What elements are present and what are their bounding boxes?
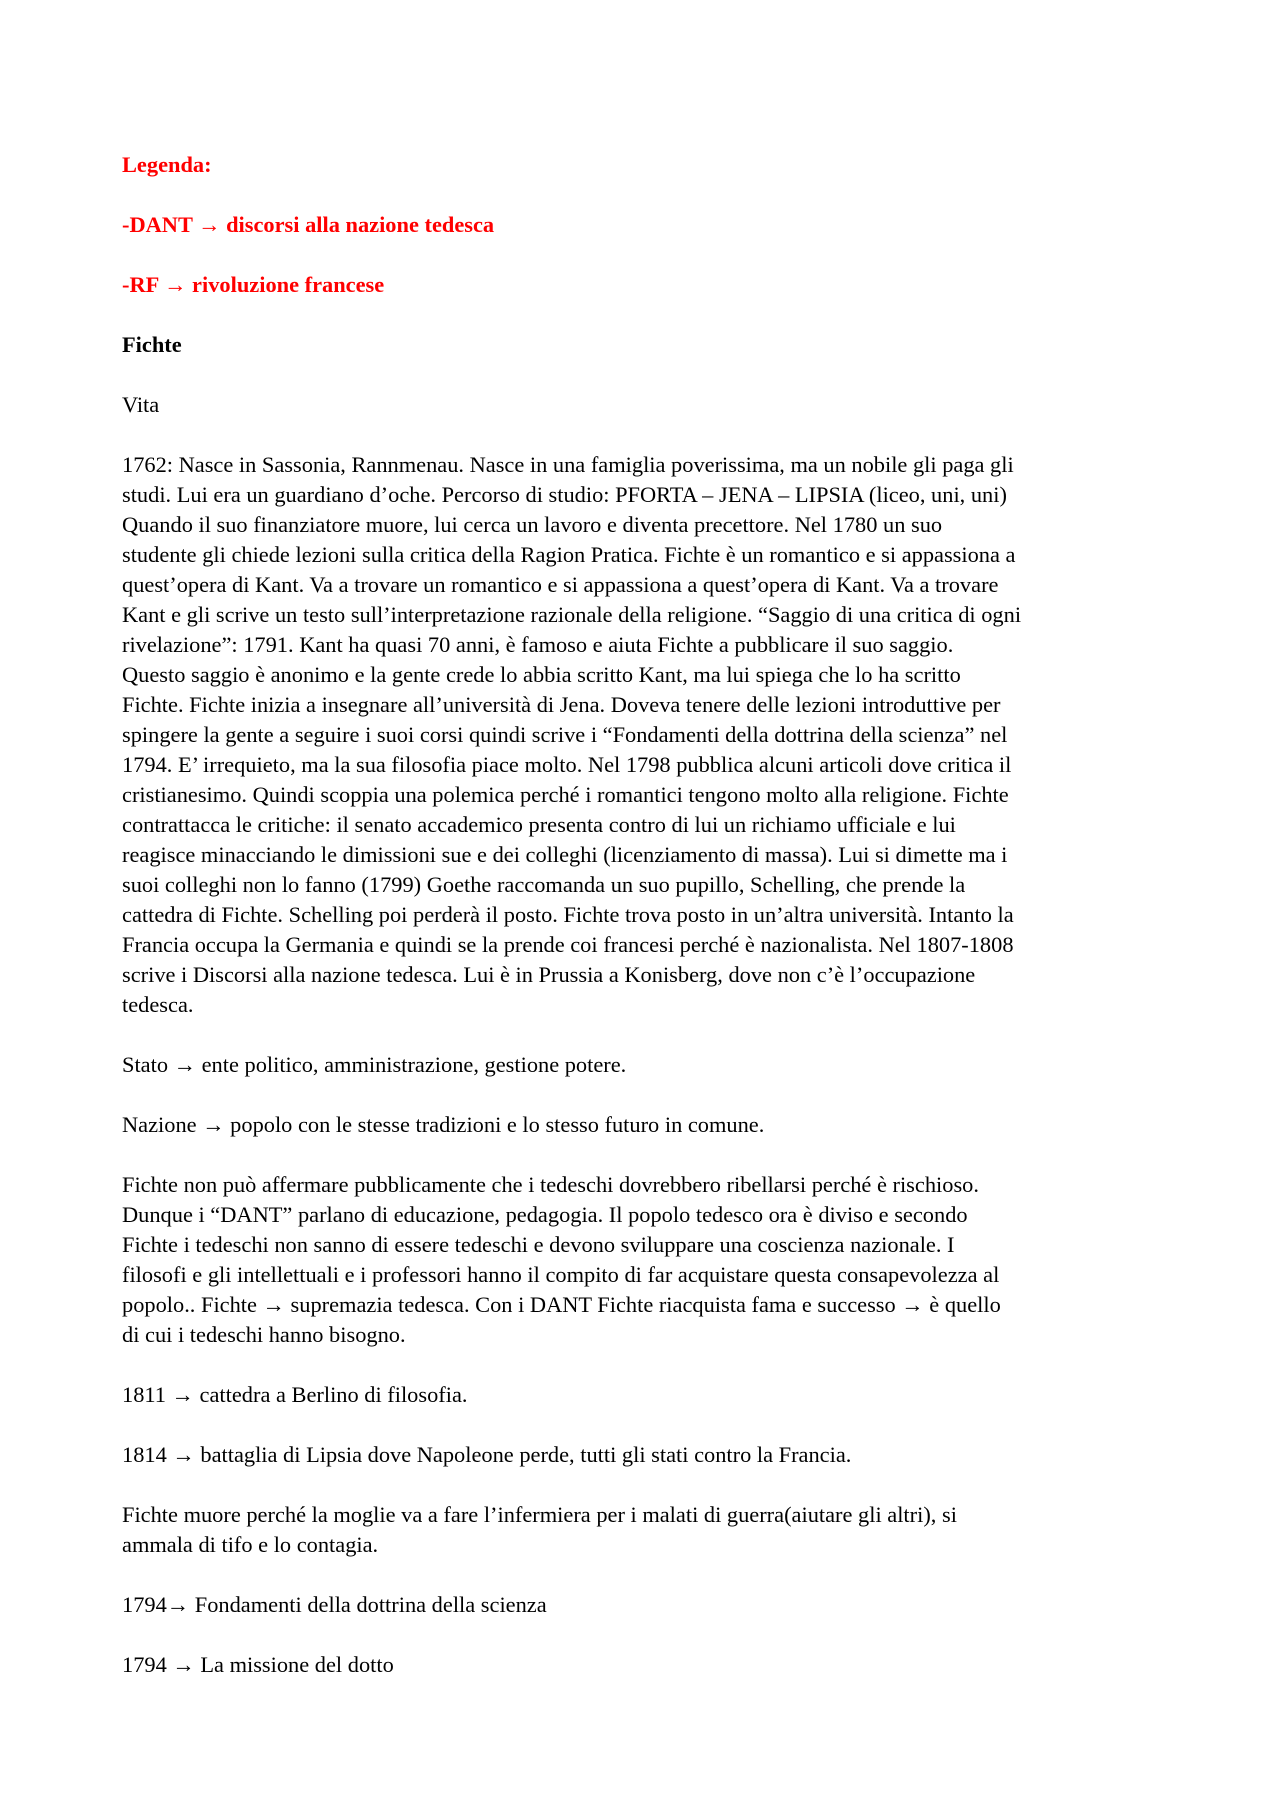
text-line: Fichte. Fichte inizia a insegnare all’università di Jena. Doveva tenere delle lezioni introduttive per (122, 692, 1001, 717)
definition-stato: Stato → ente politico, amministrazione, gestione potere. (122, 1052, 627, 1077)
text-line: Francia occupa la Germania e quindi se la prende coi francesi perché è nazionalista. Nel 1807-1808 (122, 932, 1014, 957)
text-line: quest’opera di Kant. Va a trovare un romantico e si appassiona a quest’opera di Kant. Va a trovare (122, 572, 999, 597)
dant-paragraph (122, 1170, 1182, 1350)
text-line: ammala di tifo e lo contagia. (122, 1532, 379, 1557)
text-line: studente gli chiede lezioni sulla critica della Ragion Pratica. Fichte è un romantico e si appassiona a (122, 542, 1016, 567)
legend-item-rf: -RF → rivoluzione francese (122, 272, 385, 297)
work-fondamenti: 1794→ Fondamenti della dottrina della scienza (122, 1592, 547, 1617)
text-line: tedesca. (122, 992, 194, 1017)
text-line: suoi colleghi non lo fanno (1799) Goethe raccomanda un suo pupillo, Schelling, che prende la (122, 872, 966, 897)
text-line: Fichte muore perché la moglie va a fare l’infermiera per i malati di guerra(aiutare gli altri), si (122, 1502, 957, 1527)
text-line: Quando il suo finanziatore muore, lui cerca un lavoro e diventa precettore. Nel 1780 un suo (122, 512, 943, 537)
death-paragraph (122, 1500, 1182, 1560)
definition-nazione: Nazione → popolo con le stesse tradizioni e lo stesso futuro in comune. (122, 1112, 765, 1137)
text-line: reagisce minacciando le dimissioni sue e dei colleghi (licenziamento di massa). Lui si dimette ma i (122, 842, 1008, 867)
text-line: studi. Lui era un guardiano d’oche. Percorso di studio: PFORTA – JENA – LIPSIA (liceo, uni, uni) (122, 482, 1007, 507)
text-line: 1794. E’ irrequieto, ma la sua filosofia piace molto. Nel 1798 pubblica alcuni articoli dove critica il (122, 752, 1012, 777)
text-line: Fichte i tedeschi non sanno di essere tedeschi e devono sviluppare una coscienza nazionale. I (122, 1232, 955, 1257)
section-heading: Fichte (122, 332, 182, 357)
text-line: 1762: Nasce in Sassonia, Rannmenau. Nasce in una famiglia poverissima, ma un nobile gli paga gli (122, 452, 1014, 477)
legend-title: Legenda: (122, 152, 212, 177)
text-line: contrattacca le critiche: il senato accademico presenta contro di lui un richiamo ufficiale e lui (122, 812, 956, 837)
work-missione: 1794 → La missione del dotto (122, 1652, 394, 1677)
event-1811: 1811 → cattedra a Berlino di filosofia. (122, 1382, 468, 1407)
legend-item-dant: -DANT → discorsi alla nazione tedesca (122, 212, 495, 237)
text-line: cattedra di Fichte. Schelling poi perderà il posto. Fichte trova posto in un’altra università. Intanto la (122, 902, 1014, 927)
text-line: scrive i Discorsi alla nazione tedesca. Lui è in Prussia a Konisberg, dove non c’è l’occupazione (122, 962, 976, 987)
text-line: di cui i tedeschi hanno bisogno. (122, 1322, 406, 1347)
text-line: popolo.. Fichte → supremazia tedesca. Con i DANT Fichte riacquista fama e successo → è quello (122, 1292, 1001, 1317)
text-line: Dunque i “DANT” parlano di educazione, pedagogia. Il popolo tedesco ora è diviso e secondo (122, 1202, 968, 1227)
biography-paragraph (122, 450, 1182, 1020)
event-1814: 1814 → battaglia di Lipsia dove Napoleone perde, tutti gli stati contro la Francia. (122, 1442, 852, 1467)
text-line: cristianesimo. Quindi scoppia una polemica perché i romantici tengono molto alla religione. Fichte (122, 782, 1009, 807)
text-line: filosofi e gli intellettuali e i professori hanno il compito di far acquistare questa consapevolezza al (122, 1262, 1000, 1287)
text-line: Questo saggio è anonimo e la gente crede lo abbia scritto Kant, ma lui spiega che lo ha scritto (122, 662, 961, 687)
text-line: spingere la gente a seguire i suoi corsi quindi scrive i “Fondamenti della dottrina della scienza” nel (122, 722, 1008, 747)
text-line: rivelazione”: 1791. Kant ha quasi 70 anni, è famoso e aiuta Fichte a pubblicare il suo saggio. (122, 632, 954, 657)
text-line: Kant e gli scrive un testo sull’interpretazione razionale della religione. “Saggio di una critica di ogni (122, 602, 1022, 627)
document-page (122, 150, 1182, 1710)
section-subheading: Vita (122, 392, 160, 417)
text-line: Fichte non può affermare pubblicamente che i tedeschi dovrebbero ribellarsi perché è rischioso. (122, 1172, 979, 1197)
